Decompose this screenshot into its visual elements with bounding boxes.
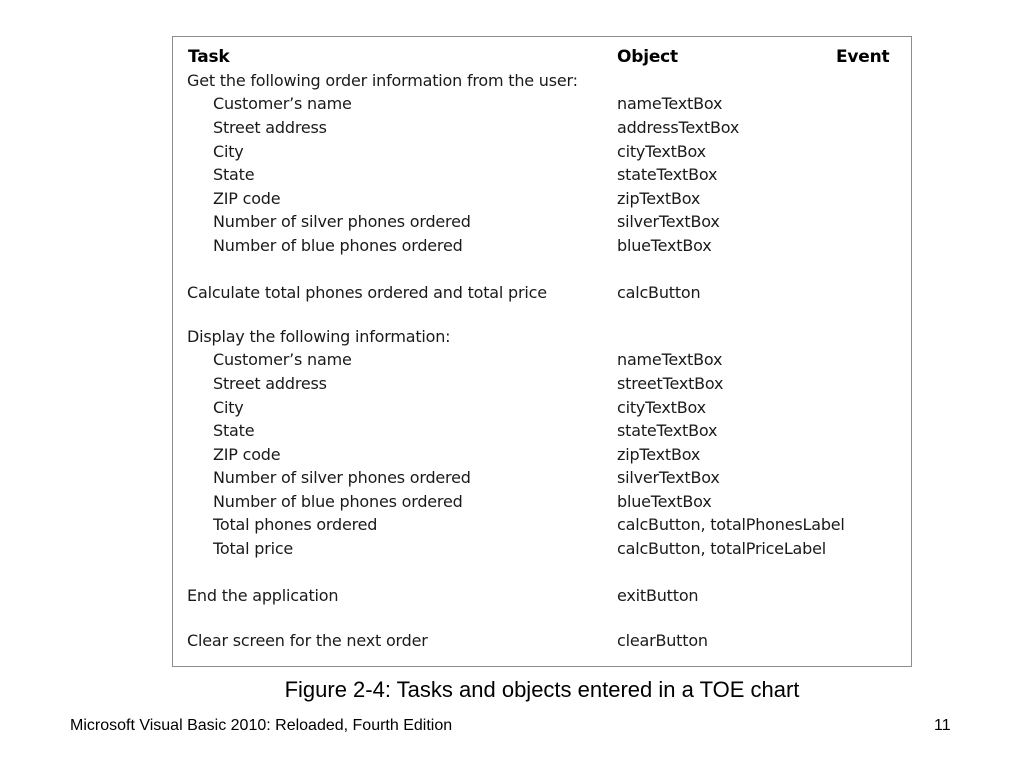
task-column-header: Task — [188, 47, 230, 67]
task-cell: Get the following order information from the user: — [187, 71, 578, 90]
object-cell: zipTextBox — [617, 189, 701, 208]
object-cell: exitButton — [617, 586, 699, 605]
task-cell: ZIP code — [213, 445, 281, 464]
task-cell: Total price — [213, 539, 294, 558]
task-cell: Number of blue phones ordered — [213, 492, 463, 511]
task-cell: Number of silver phones ordered — [213, 212, 471, 231]
task-cell: Customer’s name — [213, 94, 352, 113]
task-cell: Calculate total phones ordered and total price — [187, 283, 547, 302]
object-cell: nameTextBox — [617, 350, 723, 369]
task-cell: Number of silver phones ordered — [213, 468, 471, 487]
task-cell: State — [213, 421, 255, 440]
object-cell: stateTextBox — [617, 165, 718, 184]
object-cell: silverTextBox — [617, 212, 720, 231]
object-cell: addressTextBox — [617, 118, 740, 137]
footer-page-number: 11 — [934, 717, 951, 734]
object-cell: stateTextBox — [617, 421, 718, 440]
event-column-header: Event — [836, 47, 890, 67]
task-cell: City — [213, 398, 244, 417]
task-cell: State — [213, 165, 255, 184]
task-cell: Number of blue phones ordered — [213, 236, 463, 255]
task-cell: Clear screen for the next order — [187, 631, 428, 650]
toe-chart-table — [172, 36, 912, 667]
object-cell: blueTextBox — [617, 492, 712, 511]
object-cell: nameTextBox — [617, 94, 723, 113]
object-cell: silverTextBox — [617, 468, 720, 487]
task-cell: Street address — [213, 118, 327, 137]
object-cell: calcButton, totalPhonesLabel — [617, 515, 845, 534]
task-cell: End the application — [187, 586, 339, 605]
footer-book-title: Microsoft Visual Basic 2010: Reloaded, Fourth Edition — [70, 717, 453, 734]
task-cell: Street address — [213, 374, 327, 393]
figure-caption: Figure 2-4: Tasks and objects entered in a TOE chart — [284, 677, 800, 702]
object-column-header: Object — [617, 47, 678, 67]
task-cell: Total phones ordered — [213, 515, 378, 534]
task-cell: Customer’s name — [213, 350, 352, 369]
object-cell: calcButton — [617, 283, 701, 302]
object-cell: cityTextBox — [617, 398, 706, 417]
object-cell: zipTextBox — [617, 445, 701, 464]
object-cell: clearButton — [617, 631, 708, 650]
object-cell: blueTextBox — [617, 236, 712, 255]
task-cell: City — [213, 142, 244, 161]
task-cell: Display the following information: — [187, 327, 451, 346]
task-cell: ZIP code — [213, 189, 281, 208]
object-cell: calcButton, totalPriceLabel — [617, 539, 826, 558]
object-cell: cityTextBox — [617, 142, 706, 161]
object-cell: streetTextBox — [617, 374, 724, 393]
